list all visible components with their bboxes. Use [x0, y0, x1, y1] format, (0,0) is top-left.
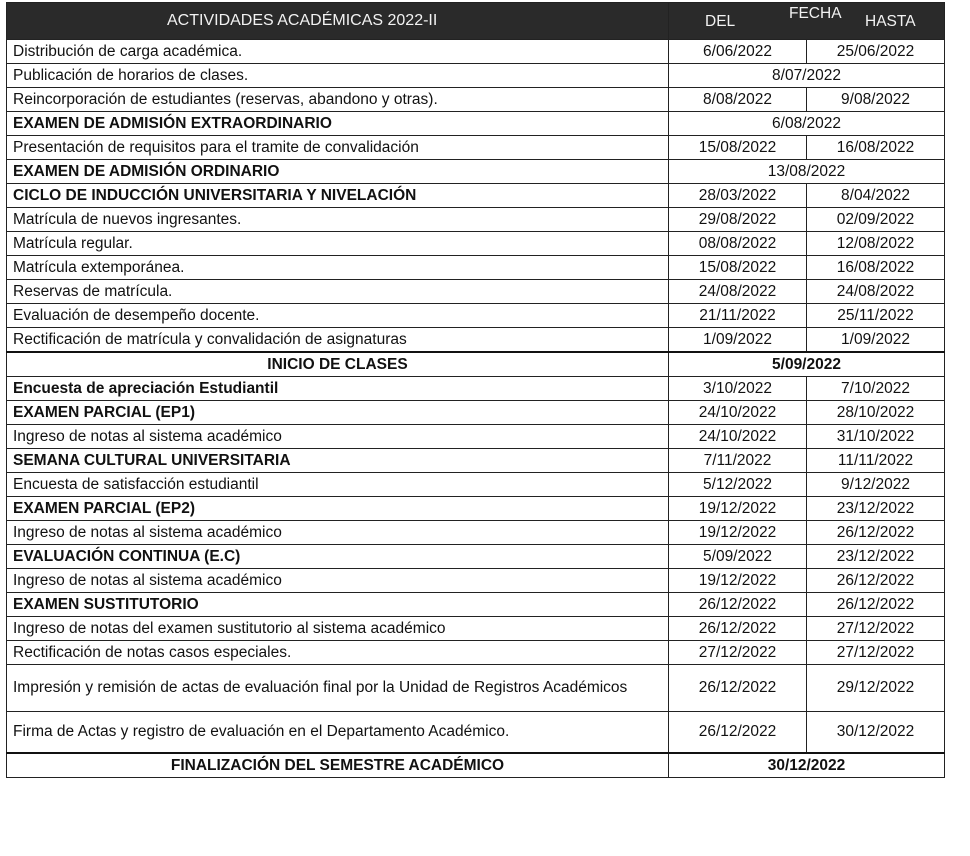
table-row [7, 401, 945, 425]
date-from-cell: 27/12/2022 [669, 641, 807, 665]
single-date-cell: 13/08/2022 [669, 160, 945, 184]
date-to-cell: 26/12/2022 [807, 521, 945, 545]
table-header [7, 3, 945, 40]
date-from-cell: 5/12/2022 [669, 473, 807, 497]
date-from-cell: 28/03/2022 [669, 184, 807, 208]
date-to-cell: 24/08/2022 [807, 280, 945, 304]
table-row [7, 425, 945, 449]
date-to-cell: 28/10/2022 [807, 401, 945, 425]
table-row [7, 665, 945, 712]
date-to-cell: 26/12/2022 [807, 569, 945, 593]
activity-cell: Rectificación de notas casos especiales. [7, 641, 669, 665]
single-date-cell: 6/08/2022 [669, 112, 945, 136]
date-from-cell: 5/09/2022 [669, 545, 807, 569]
date-from-cell: 1/09/2022 [669, 328, 807, 353]
activity-cell: Matrícula de nuevos ingresantes. [7, 208, 669, 232]
table-row [7, 88, 945, 112]
date-to-cell: 27/12/2022 [807, 617, 945, 641]
table-row [7, 617, 945, 641]
date-from-cell: 19/12/2022 [669, 521, 807, 545]
activity-cell: Ingreso de notas del examen sustitutorio al sistema académico [7, 617, 669, 641]
activity-cell: FINALIZACIÓN DEL SEMESTRE ACADÉMICO [7, 753, 669, 778]
date-from-cell: 26/12/2022 [669, 712, 807, 754]
table-row [7, 641, 945, 665]
activity-cell: Presentación de requisitos para el tramite de convalidación [7, 136, 669, 160]
table-row [7, 521, 945, 545]
date-to-cell: 25/06/2022 [807, 40, 945, 64]
table-row [7, 136, 945, 160]
date-from-cell: 15/08/2022 [669, 256, 807, 280]
table-title: ACTIVIDADES ACADÉMICAS 2022-II [7, 3, 669, 40]
single-date-cell: 30/12/2022 [669, 753, 945, 778]
table-row [7, 328, 945, 353]
activity-cell: Distribución de carga académica. [7, 40, 669, 64]
table-row [7, 449, 945, 473]
date-to-cell: 8/04/2022 [807, 184, 945, 208]
table-row [7, 112, 945, 136]
table-row [7, 256, 945, 280]
date-from-cell: 19/12/2022 [669, 569, 807, 593]
activity-cell: EVALUACIÓN CONTINUA (E.C) [7, 545, 669, 569]
fecha-label: FECHA [789, 5, 842, 22]
date-from-cell: 6/06/2022 [669, 40, 807, 64]
table-row [7, 377, 945, 401]
date-from-cell: 3/10/2022 [669, 377, 807, 401]
date-from-cell: 24/10/2022 [669, 425, 807, 449]
activity-cell: Ingreso de notas al sistema académico [7, 521, 669, 545]
activity-cell: EXAMEN PARCIAL (EP2) [7, 497, 669, 521]
date-from-cell: 19/12/2022 [669, 497, 807, 521]
activity-cell: EXAMEN DE ADMISIÓN EXTRAORDINARIO [7, 112, 669, 136]
date-to-cell: 25/11/2022 [807, 304, 945, 328]
table-row [7, 184, 945, 208]
date-to-cell: 7/10/2022 [807, 377, 945, 401]
table-row [7, 569, 945, 593]
activity-cell: Reincorporación de estudiantes (reservas, abandono y otras). [7, 88, 669, 112]
date-header [669, 3, 945, 40]
table-row [7, 280, 945, 304]
table-row [7, 473, 945, 497]
activity-cell: Ingreso de notas al sistema académico [7, 425, 669, 449]
date-from-cell: 26/12/2022 [669, 665, 807, 712]
table-row [7, 304, 945, 328]
date-to-cell: 31/10/2022 [807, 425, 945, 449]
activity-cell: EXAMEN PARCIAL (EP1) [7, 401, 669, 425]
date-to-cell: 12/08/2022 [807, 232, 945, 256]
date-from-cell: 15/08/2022 [669, 136, 807, 160]
del-label: DEL [705, 13, 736, 30]
date-to-cell: 1/09/2022 [807, 328, 945, 353]
table-row [7, 232, 945, 256]
activity-cell: Publicación de horarios de clases. [7, 64, 669, 88]
table-row [7, 160, 945, 184]
date-from-cell: 24/08/2022 [669, 280, 807, 304]
activity-cell: Encuesta de satisfacción estudiantil [7, 473, 669, 497]
activity-cell: EXAMEN SUSTITUTORIO [7, 593, 669, 617]
date-from-cell: 26/12/2022 [669, 617, 807, 641]
table-row [7, 712, 945, 754]
single-date-cell: 8/07/2022 [669, 64, 945, 88]
table-row [7, 40, 945, 64]
activity-cell: Matrícula extemporánea. [7, 256, 669, 280]
date-from-cell: 26/12/2022 [669, 593, 807, 617]
date-from-cell: 24/10/2022 [669, 401, 807, 425]
activity-cell: Matrícula regular. [7, 232, 669, 256]
activity-cell: Rectificación de matrícula y convalidación de asignaturas [7, 328, 669, 353]
table-row [7, 352, 945, 377]
single-date-cell: 5/09/2022 [669, 352, 945, 377]
date-to-cell: 9/12/2022 [807, 473, 945, 497]
hasta-label: HASTA [865, 13, 916, 30]
date-to-cell: 30/12/2022 [807, 712, 945, 754]
date-to-cell: 23/12/2022 [807, 545, 945, 569]
date-from-cell: 21/11/2022 [669, 304, 807, 328]
table-row [7, 64, 945, 88]
date-from-cell: 7/11/2022 [669, 449, 807, 473]
date-from-cell: 29/08/2022 [669, 208, 807, 232]
activity-cell: CICLO DE INDUCCIÓN UNIVERSITARIA Y NIVELACIÓN [7, 184, 669, 208]
table-row [7, 593, 945, 617]
activity-cell: Encuesta de apreciación Estudiantil [7, 377, 669, 401]
date-to-cell: 16/08/2022 [807, 136, 945, 160]
date-to-cell: 02/09/2022 [807, 208, 945, 232]
date-to-cell: 9/08/2022 [807, 88, 945, 112]
date-to-cell: 23/12/2022 [807, 497, 945, 521]
date-to-cell: 16/08/2022 [807, 256, 945, 280]
date-to-cell: 27/12/2022 [807, 641, 945, 665]
table-row [7, 753, 945, 778]
table-row [7, 545, 945, 569]
activity-cell: EXAMEN DE ADMISIÓN ORDINARIO [7, 160, 669, 184]
activity-cell: Impresión y remisión de actas de evaluación final por la Unidad de Registros Académicos [7, 665, 669, 712]
date-to-cell: 26/12/2022 [807, 593, 945, 617]
date-to-cell: 11/11/2022 [807, 449, 945, 473]
date-from-cell: 8/08/2022 [669, 88, 807, 112]
activity-cell: SEMANA CULTURAL UNIVERSITARIA [7, 449, 669, 473]
activity-cell: Reservas de matrícula. [7, 280, 669, 304]
activity-cell: Firma de Actas y registro de evaluación en el Departamento Académico. [7, 712, 669, 754]
date-from-cell: 08/08/2022 [669, 232, 807, 256]
activity-cell: Ingreso de notas al sistema académico [7, 569, 669, 593]
table-row [7, 208, 945, 232]
activity-cell: INICIO DE CLASES [7, 352, 669, 377]
activities-table [6, 2, 945, 778]
table-row [7, 497, 945, 521]
date-to-cell: 29/12/2022 [807, 665, 945, 712]
activity-cell: Evaluación de desempeño docente. [7, 304, 669, 328]
